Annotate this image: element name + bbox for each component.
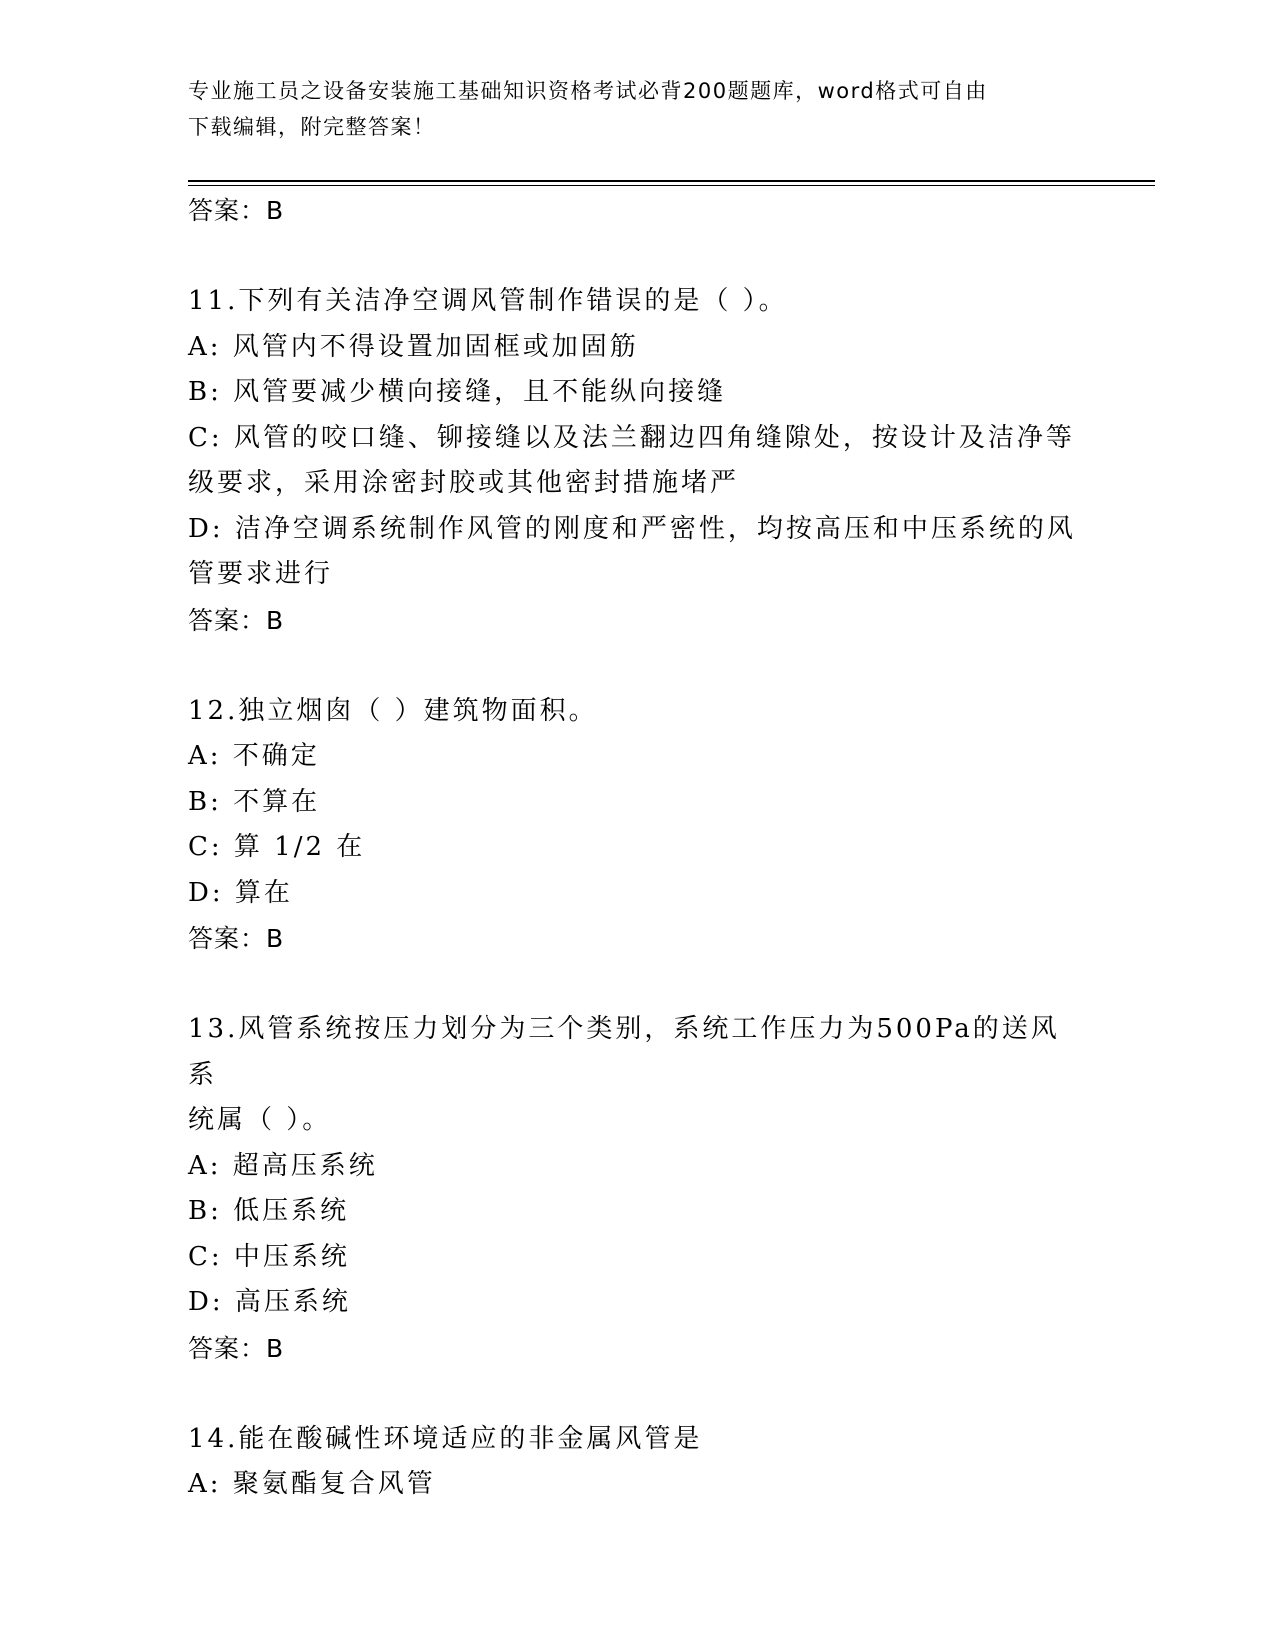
question-stem: 11.下列有关洁净空调风管制作错误的是（ ）。 xyxy=(188,286,788,316)
option-b: B: 低压系统 xyxy=(188,1196,350,1226)
header-line-2: 下载编辑，附完整答案！ xyxy=(188,115,436,139)
option-d-continued: 管要求进行 xyxy=(188,559,334,589)
spacer xyxy=(188,643,1088,689)
option-d: D: 高压系统 xyxy=(188,1287,351,1317)
question-12 xyxy=(188,689,1088,962)
option-a: A: 超高压系统 xyxy=(188,1150,378,1181)
option-b: B: 风管要减少横向接缝，且不能纵向接缝 xyxy=(188,377,727,407)
previous-answer: 答案：B xyxy=(188,196,285,225)
answer: 答案：B xyxy=(188,924,285,953)
question-11 xyxy=(188,279,1088,643)
question-stem-continued: 统属（ ）。 xyxy=(188,1105,332,1135)
option-d: D: 洁净空调系统制作风管的刚度和严密性，均按高压和中压系统的风 xyxy=(188,513,1076,544)
question-stem: 12.独立烟囱（ ）建筑物面积。 xyxy=(188,695,598,726)
question-stem: 13.风管系统按压力划分为三个类别，系统工作压力为500Pa的送风系 xyxy=(188,1014,1060,1090)
header-rule-thin xyxy=(188,185,1155,186)
question-stem: 14.能在酸碱性环境适应的非金属风管是 xyxy=(188,1423,703,1454)
header-rule-thick xyxy=(188,180,1155,182)
spacer xyxy=(188,233,1088,279)
question-13 xyxy=(188,1007,1088,1371)
option-c-continued: 级要求，采用涂密封胶或其他密封措施堵严 xyxy=(188,468,740,498)
spacer xyxy=(188,961,1088,1007)
option-c: C: 风管的咬口缝、铆接缝以及法兰翻边四角缝隙处，按设计及洁净等 xyxy=(188,422,1075,453)
question-14 xyxy=(188,1417,1088,1508)
document-body xyxy=(188,188,1088,1508)
header-line-1: 专业施工员之设备安装施工基础知识资格考试必背200题题库，word格式可自由 xyxy=(188,79,988,103)
option-a: A: 聚氨酯复合风管 xyxy=(188,1469,436,1499)
option-c: C: 中压系统 xyxy=(188,1241,350,1272)
option-a: A: 风管内不得设置加固框或加固筋 xyxy=(188,331,639,362)
answer: 答案：B xyxy=(188,1333,285,1363)
option-d: D: 算在 xyxy=(188,877,293,908)
document-header xyxy=(188,73,1088,145)
option-c: C: 算 1/2 在 xyxy=(188,832,366,862)
option-b: B: 不算在 xyxy=(188,786,321,817)
answer: 答案：B xyxy=(188,605,285,635)
spacer xyxy=(188,1371,1088,1417)
option-a: A: 不确定 xyxy=(188,741,320,771)
